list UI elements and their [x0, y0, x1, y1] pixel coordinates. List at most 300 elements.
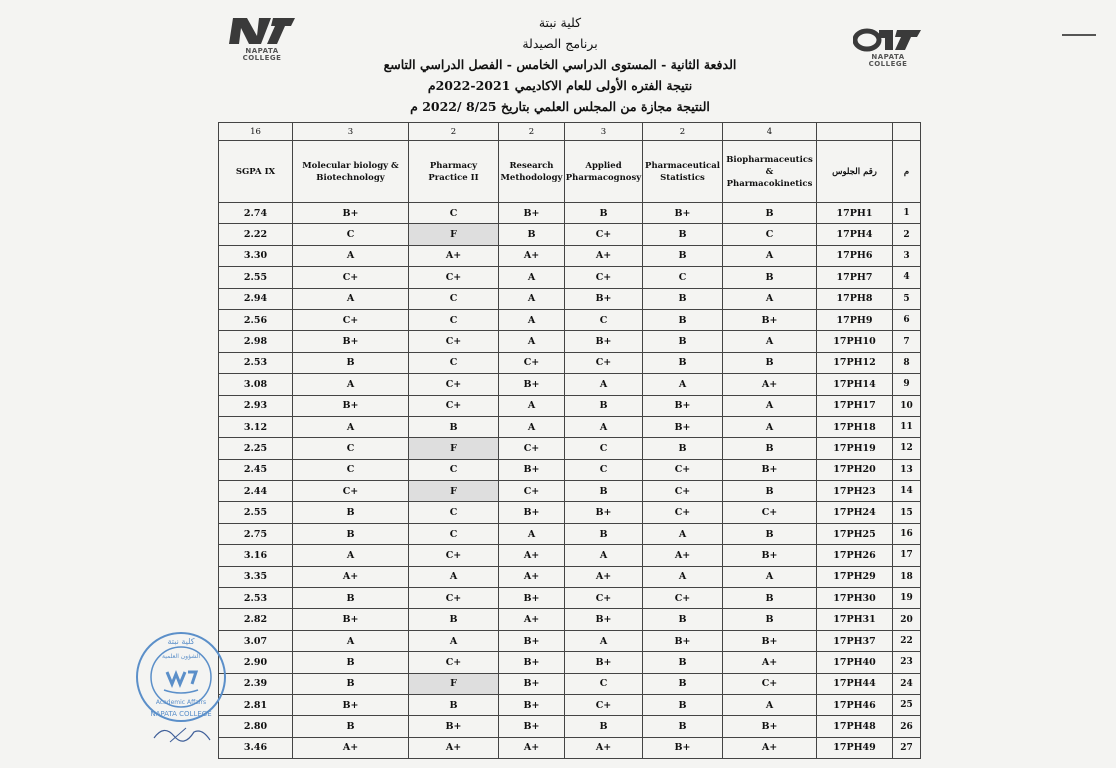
serial-number-cell: 3 [893, 245, 921, 266]
stamp-text: NAPATA COLLEGE [150, 710, 212, 718]
header-pharmaceutical-statistics: Pharmaceutical Statistics [643, 141, 723, 203]
credit-hours-row [219, 123, 921, 141]
pharmaceutical-statistics-grade: B [643, 716, 723, 737]
table-row [219, 481, 921, 502]
molecular-biology-grade: A [293, 374, 409, 395]
serial-number-cell: 8 [893, 352, 921, 373]
research-methodology-grade: C+ [499, 481, 565, 502]
serial-number-cell: 24 [893, 673, 921, 694]
serial-number-cell: 4 [893, 267, 921, 288]
pharmacy-practice-grade: C [409, 309, 499, 330]
pharmaceutical-statistics-grade: B [643, 331, 723, 352]
pharmacy-practice-grade: C [409, 523, 499, 544]
biopharmaceutics-grade: B [723, 438, 817, 459]
pharmaceutical-statistics-grade: C+ [643, 588, 723, 609]
credit-cell [817, 123, 893, 141]
sgpa-cell: 2.45 [219, 459, 293, 480]
seat-number-cell: 17PH31 [817, 609, 893, 630]
seat-number-cell: 17PH1 [817, 203, 893, 224]
biopharmaceutics-grade: C+ [723, 502, 817, 523]
sgpa-cell: 2.53 [219, 588, 293, 609]
research-methodology-grade: B+ [499, 459, 565, 480]
sgpa-cell: 3.16 [219, 545, 293, 566]
applied-pharmacognosy-grade: A+ [565, 737, 643, 758]
header-serial: م [893, 141, 921, 203]
research-methodology-grade: B+ [499, 694, 565, 715]
biopharmaceutics-grade: B+ [723, 309, 817, 330]
pharmacy-practice-grade: C+ [409, 652, 499, 673]
biopharmaceutics-grade: B [723, 481, 817, 502]
applied-pharmacognosy-grade: B [565, 395, 643, 416]
seat-number-cell: 17PH44 [817, 673, 893, 694]
serial-number-cell: 26 [893, 716, 921, 737]
biopharmaceutics-grade: A+ [723, 652, 817, 673]
sgpa-cell: 2.74 [219, 203, 293, 224]
pharmaceutical-statistics-grade: B+ [643, 737, 723, 758]
research-methodology-grade: B+ [499, 673, 565, 694]
serial-number-cell: 9 [893, 374, 921, 395]
research-methodology-grade: B+ [499, 716, 565, 737]
research-methodology-grade: A+ [499, 545, 565, 566]
applied-pharmacognosy-grade: A [565, 374, 643, 395]
biopharmaceutics-grade: B [723, 352, 817, 373]
molecular-biology-grade: B+ [293, 609, 409, 630]
applied-pharmacognosy-grade: B+ [565, 502, 643, 523]
table-row [219, 545, 921, 566]
pharmacy-practice-grade: C+ [409, 545, 499, 566]
logo-caption: NAPATA [871, 53, 905, 61]
biopharmaceutics-grade: C [723, 224, 817, 245]
seat-number-cell: 17PH9 [817, 309, 893, 330]
biopharmaceutics-grade: C+ [723, 673, 817, 694]
molecular-biology-grade: B+ [293, 203, 409, 224]
college-stamp-icon [134, 630, 228, 724]
table-row [219, 673, 921, 694]
molecular-biology-grade: C [293, 459, 409, 480]
header-seat-number: رقم الجلوس [817, 141, 893, 203]
molecular-biology-grade: B+ [293, 694, 409, 715]
molecular-biology-grade: A [293, 416, 409, 437]
applied-pharmacognosy-grade: B [565, 203, 643, 224]
header-research-methodology: Research Methodology [499, 141, 565, 203]
applied-pharmacognosy-grade: C [565, 309, 643, 330]
sgpa-cell: 2.44 [219, 481, 293, 502]
table-row [219, 459, 921, 480]
table-row [219, 288, 921, 309]
serial-number-cell: 15 [893, 502, 921, 523]
applied-pharmacognosy-grade: C+ [565, 588, 643, 609]
applied-pharmacognosy-grade: C+ [565, 224, 643, 245]
research-methodology-grade: B+ [499, 502, 565, 523]
pharmaceutical-statistics-grade: B [643, 352, 723, 373]
sgpa-cell: 3.35 [219, 566, 293, 587]
pharmaceutical-statistics-grade: B+ [643, 416, 723, 437]
applied-pharmacognosy-grade: B [565, 716, 643, 737]
pharmaceutical-statistics-grade: B+ [643, 630, 723, 651]
sgpa-cell: 2.55 [219, 267, 293, 288]
credit-cell: 3 [293, 123, 409, 141]
molecular-biology-grade: A+ [293, 737, 409, 758]
molecular-biology-grade: A [293, 630, 409, 651]
biopharmaceutics-grade: A [723, 331, 817, 352]
pharmacy-practice-grade: B+ [409, 716, 499, 737]
research-methodology-grade: A+ [499, 609, 565, 630]
approval-date-line: النتيجة مجازة من المجلس العلمي بتاريخ 8/25 /2022 م [410, 99, 710, 114]
applied-pharmacognosy-grade: A [565, 545, 643, 566]
biopharmaceutics-grade: B [723, 609, 817, 630]
pharmaceutical-statistics-grade: B+ [643, 395, 723, 416]
applied-pharmacognosy-grade: C [565, 459, 643, 480]
pharmacy-practice-grade: C [409, 459, 499, 480]
sgpa-cell: 2.93 [219, 395, 293, 416]
biopharmaceutics-grade: A+ [723, 737, 817, 758]
serial-number-cell: 25 [893, 694, 921, 715]
sgpa-cell: 2.22 [219, 224, 293, 245]
table-row [219, 416, 921, 437]
research-methodology-grade: C+ [499, 438, 565, 459]
serial-number-cell: 20 [893, 609, 921, 630]
seat-number-cell: 17PH20 [817, 459, 893, 480]
sgpa-cell: 3.46 [219, 737, 293, 758]
pharmacy-practice-grade: F [409, 673, 499, 694]
serial-number-cell: 11 [893, 416, 921, 437]
seat-number-cell: 17PH30 [817, 588, 893, 609]
pharmaceutical-statistics-grade: C+ [643, 459, 723, 480]
sgpa-cell: 2.55 [219, 502, 293, 523]
applied-pharmacognosy-grade: A [565, 416, 643, 437]
molecular-biology-grade: C+ [293, 267, 409, 288]
pharmaceutical-statistics-grade: B [643, 438, 723, 459]
header-applied-pharmacognosy: Applied Pharmacognosy [565, 141, 643, 203]
serial-number-cell: 18 [893, 566, 921, 587]
napata-logo-right [848, 26, 928, 86]
pharmaceutical-statistics-grade: B [643, 652, 723, 673]
table-row [219, 374, 921, 395]
sgpa-cell: 2.53 [219, 352, 293, 373]
stamp-text: الشؤون العلمية [161, 653, 201, 660]
serial-number-cell: 1 [893, 203, 921, 224]
serial-number-cell: 17 [893, 545, 921, 566]
seat-number-cell: 17PH40 [817, 652, 893, 673]
stamp-text: كلية نبتة [167, 637, 195, 646]
table-row [219, 203, 921, 224]
table-row [219, 694, 921, 715]
pharmaceutical-statistics-grade: B [643, 694, 723, 715]
credit-cell: 2 [409, 123, 499, 141]
seat-number-cell: 17PH23 [817, 481, 893, 502]
research-methodology-grade: A+ [499, 566, 565, 587]
results-table [218, 122, 921, 759]
napata-logo-icon [853, 26, 923, 54]
seat-number-cell: 17PH12 [817, 352, 893, 373]
applied-pharmacognosy-grade: A+ [565, 566, 643, 587]
serial-number-cell: 14 [893, 481, 921, 502]
applied-pharmacognosy-grade: B+ [565, 331, 643, 352]
pharmacy-practice-grade: C [409, 352, 499, 373]
applied-pharmacognosy-grade: C+ [565, 694, 643, 715]
table-row [219, 609, 921, 630]
biopharmaceutics-grade: B+ [723, 459, 817, 480]
serial-number-cell: 2 [893, 224, 921, 245]
research-methodology-grade: A [499, 416, 565, 437]
biopharmaceutics-grade: A [723, 416, 817, 437]
seat-number-cell: 17PH19 [817, 438, 893, 459]
applied-pharmacognosy-grade: B [565, 481, 643, 502]
results-body [219, 203, 921, 759]
sgpa-cell: 2.82 [219, 609, 293, 630]
applied-pharmacognosy-grade: A [565, 630, 643, 651]
seat-number-cell: 17PH18 [817, 416, 893, 437]
seat-number-cell: 17PH10 [817, 331, 893, 352]
pharmacy-practice-grade: C+ [409, 374, 499, 395]
research-methodology-grade: B [499, 224, 565, 245]
result-period-title: نتيجة الفتره الأولى للعام الاكاديمي 2021-2022م [427, 78, 693, 93]
credit-cell: 2 [643, 123, 723, 141]
table-row [219, 331, 921, 352]
biopharmaceutics-grade: A+ [723, 374, 817, 395]
sgpa-cell: 3.08 [219, 374, 293, 395]
pharmacy-practice-grade: C+ [409, 395, 499, 416]
signature-mark [150, 722, 220, 746]
logo-caption: COLLEGE [242, 54, 282, 62]
seat-number-cell: 17PH14 [817, 374, 893, 395]
applied-pharmacognosy-grade: A+ [565, 245, 643, 266]
credit-cell [893, 123, 921, 141]
sgpa-cell: 2.80 [219, 716, 293, 737]
serial-number-cell: 5 [893, 288, 921, 309]
applied-pharmacognosy-grade: B [565, 523, 643, 544]
biopharmaceutics-grade: B [723, 523, 817, 544]
pharmaceutical-statistics-grade: B [643, 673, 723, 694]
research-methodology-grade: A [499, 395, 565, 416]
pharmaceutical-statistics-grade: A [643, 566, 723, 587]
table-row [219, 737, 921, 758]
molecular-biology-grade: C [293, 224, 409, 245]
pharmacy-practice-grade: B [409, 609, 499, 630]
pharmacy-practice-grade: F [409, 481, 499, 502]
seat-number-cell: 17PH26 [817, 545, 893, 566]
header-molecular-biology: Molecular biology & Biotechnology [293, 141, 409, 203]
serial-number-cell: 16 [893, 523, 921, 544]
research-methodology-grade: A [499, 309, 565, 330]
credit-cell: 16 [219, 123, 293, 141]
header-pharmacy-practice: Pharmacy Practice II [409, 141, 499, 203]
table-row [219, 716, 921, 737]
molecular-biology-grade: C+ [293, 481, 409, 502]
serial-number-cell: 6 [893, 309, 921, 330]
sgpa-cell: 3.12 [219, 416, 293, 437]
research-methodology-grade: A+ [499, 245, 565, 266]
research-methodology-grade: C+ [499, 352, 565, 373]
biopharmaceutics-grade: A [723, 245, 817, 266]
seat-number-cell: 17PH25 [817, 523, 893, 544]
applied-pharmacognosy-grade: B+ [565, 652, 643, 673]
seat-number-cell: 17PH24 [817, 502, 893, 523]
research-methodology-grade: B+ [499, 652, 565, 673]
table-row [219, 566, 921, 587]
molecular-biology-grade: B [293, 652, 409, 673]
molecular-biology-grade: B [293, 673, 409, 694]
table-row [219, 652, 921, 673]
applied-pharmacognosy-grade: C+ [565, 352, 643, 373]
margin-mark [1062, 34, 1096, 36]
sgpa-cell: 2.98 [219, 331, 293, 352]
research-methodology-grade: A+ [499, 737, 565, 758]
sgpa-cell: 3.07 [219, 630, 293, 651]
sgpa-cell: 2.94 [219, 288, 293, 309]
research-methodology-grade: A [499, 267, 565, 288]
molecular-biology-grade: B [293, 352, 409, 373]
biopharmaceutics-grade: B+ [723, 630, 817, 651]
seat-number-cell: 17PH6 [817, 245, 893, 266]
seat-number-cell: 17PH46 [817, 694, 893, 715]
applied-pharmacognosy-grade: B+ [565, 288, 643, 309]
biopharmaceutics-grade: A [723, 395, 817, 416]
table-row [219, 395, 921, 416]
table-row [219, 309, 921, 330]
pharmacy-practice-grade: C+ [409, 331, 499, 352]
pharmaceutical-statistics-grade: B [643, 245, 723, 266]
credit-cell: 2 [499, 123, 565, 141]
pharmacy-practice-grade: A+ [409, 737, 499, 758]
molecular-biology-grade: B [293, 523, 409, 544]
table-row [219, 588, 921, 609]
pharmaceutical-statistics-grade: B [643, 224, 723, 245]
serial-number-cell: 23 [893, 652, 921, 673]
biopharmaceutics-grade: A [723, 566, 817, 587]
batch-level-semester: الدفعة الثانية - المستوى الدراسي الخامس - الفصل الدراسي التاسع [383, 57, 737, 72]
biopharmaceutics-grade: B+ [723, 716, 817, 737]
research-methodology-grade: A [499, 331, 565, 352]
research-methodology-grade: B+ [499, 588, 565, 609]
pharmacy-practice-grade: A [409, 630, 499, 651]
seat-number-cell: 17PH4 [817, 224, 893, 245]
biopharmaceutics-grade: B [723, 267, 817, 288]
pharmacy-practice-grade: F [409, 438, 499, 459]
serial-number-cell: 12 [893, 438, 921, 459]
logo-caption: COLLEGE [868, 60, 908, 68]
pharmacy-practice-grade: C+ [409, 588, 499, 609]
biopharmaceutics-grade: B [723, 203, 817, 224]
sgpa-cell: 3.30 [219, 245, 293, 266]
credit-cell: 4 [723, 123, 817, 141]
biopharmaceutics-grade: A [723, 288, 817, 309]
stamp-text: Academic Affairs [155, 699, 207, 706]
pharmacy-practice-grade: B [409, 694, 499, 715]
pharmaceutical-statistics-grade: B [643, 609, 723, 630]
pharmacy-practice-grade: F [409, 224, 499, 245]
serial-number-cell: 27 [893, 737, 921, 758]
sgpa-cell: 2.25 [219, 438, 293, 459]
molecular-biology-grade: A [293, 288, 409, 309]
serial-number-cell: 22 [893, 630, 921, 651]
seat-number-cell: 17PH29 [817, 566, 893, 587]
logo-caption: NAPATA [245, 47, 279, 55]
pharmacy-practice-grade: C [409, 502, 499, 523]
pharmaceutical-statistics-grade: C [643, 267, 723, 288]
table-row [219, 267, 921, 288]
sgpa-cell: 2.81 [219, 694, 293, 715]
molecular-biology-grade: C+ [293, 309, 409, 330]
molecular-biology-grade: A+ [293, 566, 409, 587]
applied-pharmacognosy-grade: C [565, 438, 643, 459]
header-biopharmaceutics: Biopharmaceutics & Pharmacokinetics [723, 141, 817, 203]
sgpa-cell: 2.39 [219, 673, 293, 694]
seat-number-cell: 17PH8 [817, 288, 893, 309]
napata-logo-left [222, 14, 302, 74]
pharmaceutical-statistics-grade: A [643, 374, 723, 395]
serial-number-cell: 19 [893, 588, 921, 609]
pharmacy-practice-grade: A [409, 566, 499, 587]
pharmaceutical-statistics-grade: A [643, 523, 723, 544]
molecular-biology-grade: B+ [293, 331, 409, 352]
research-methodology-grade: A [499, 523, 565, 544]
table-row [219, 245, 921, 266]
molecular-biology-grade: B [293, 588, 409, 609]
header-sgpa: SGPA IX [219, 141, 293, 203]
biopharmaceutics-grade: B+ [723, 545, 817, 566]
molecular-biology-grade: C [293, 438, 409, 459]
seat-number-cell: 17PH48 [817, 716, 893, 737]
pharmacy-practice-grade: B [409, 416, 499, 437]
sgpa-cell: 2.90 [219, 652, 293, 673]
pharmaceutical-statistics-grade: C+ [643, 502, 723, 523]
table-row [219, 523, 921, 544]
document-header [300, 12, 820, 117]
pharmaceutical-statistics-grade: B [643, 309, 723, 330]
pharmacy-practice-grade: C+ [409, 267, 499, 288]
applied-pharmacognosy-grade: B+ [565, 609, 643, 630]
pharmaceutical-statistics-grade: A+ [643, 545, 723, 566]
serial-number-cell: 7 [893, 331, 921, 352]
biopharmaceutics-grade: A [723, 694, 817, 715]
table-row [219, 630, 921, 651]
applied-pharmacognosy-grade: C+ [565, 267, 643, 288]
pharmaceutical-statistics-grade: C+ [643, 481, 723, 502]
molecular-biology-grade: B [293, 502, 409, 523]
research-methodology-grade: B+ [499, 203, 565, 224]
molecular-biology-grade: A [293, 545, 409, 566]
table-row [219, 224, 921, 245]
pharmaceutical-statistics-grade: B [643, 288, 723, 309]
seat-number-cell: 17PH17 [817, 395, 893, 416]
column-header-row [219, 141, 921, 203]
molecular-biology-grade: A [293, 245, 409, 266]
pharmacy-practice-grade: C [409, 203, 499, 224]
napata-logo-icon [227, 14, 297, 48]
table-row [219, 438, 921, 459]
molecular-biology-grade: B [293, 716, 409, 737]
seat-number-cell: 17PH49 [817, 737, 893, 758]
college-name: كلية نبتة [538, 15, 582, 30]
program-name: برنامج الصيدلة [522, 36, 598, 51]
research-methodology-grade: B+ [499, 630, 565, 651]
biopharmaceutics-grade: B [723, 588, 817, 609]
pharmacy-practice-grade: A+ [409, 245, 499, 266]
serial-number-cell: 10 [893, 395, 921, 416]
table-row [219, 352, 921, 373]
molecular-biology-grade: B+ [293, 395, 409, 416]
seat-number-cell: 17PH37 [817, 630, 893, 651]
seat-number-cell: 17PH7 [817, 267, 893, 288]
sgpa-cell: 2.56 [219, 309, 293, 330]
applied-pharmacognosy-grade: C [565, 673, 643, 694]
research-methodology-grade: A [499, 288, 565, 309]
pharmacy-practice-grade: C [409, 288, 499, 309]
serial-number-cell: 13 [893, 459, 921, 480]
pharmaceutical-statistics-grade: B+ [643, 203, 723, 224]
credit-cell: 3 [565, 123, 643, 141]
